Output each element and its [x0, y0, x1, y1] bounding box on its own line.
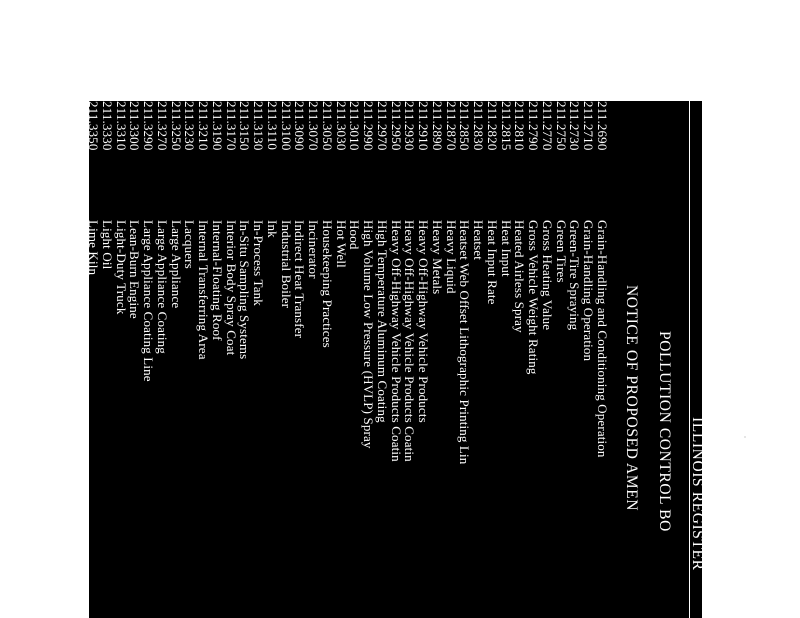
section-number: 211.3030	[333, 101, 349, 151]
definition-entry	[128, 101, 142, 618]
definition-entry	[444, 101, 458, 618]
definition-entry	[224, 101, 238, 618]
definition-entry	[183, 101, 197, 618]
section-number: 211.2930	[402, 101, 418, 151]
register-title: ILLINOIS REGISTER	[689, 417, 706, 571]
section-number: 211.3300	[127, 101, 143, 151]
defined-term: Lacquers	[182, 220, 198, 269]
defined-term: Green-Tire Spraying	[567, 220, 583, 331]
section-number: 211.3070	[306, 101, 322, 151]
definition-entry	[293, 101, 307, 618]
defined-term: High Temperature Aluminum Coating	[375, 220, 390, 423]
defined-term: Heavy Off-Highway Vehicle Products	[416, 220, 432, 423]
defined-term: Lime Kiln	[72, 220, 88, 276]
section-number: 211.2790	[526, 101, 542, 151]
defined-term: Housekeeping Practices	[320, 220, 335, 348]
section-number: 211.2710	[581, 101, 597, 151]
definition-entry	[210, 101, 224, 618]
section-number: 211.2890	[430, 101, 445, 151]
definition-entry	[59, 101, 73, 618]
definition-entry	[362, 101, 376, 618]
section-number: 211.3090	[292, 101, 308, 151]
section-number: 211.2810	[512, 101, 528, 151]
section-number: 211.2690	[595, 101, 610, 151]
defined-term: Heat Input Rate	[485, 220, 500, 305]
section-number: 211.2990	[361, 101, 377, 151]
defined-term: Grain-Handling Operation	[581, 220, 597, 362]
section-number: 211.2970	[375, 101, 390, 151]
section-number: 211.3010	[347, 101, 363, 151]
section-number: 211.3150	[237, 101, 253, 151]
definition-entry	[540, 101, 554, 618]
defined-term: Green Tires	[553, 220, 569, 283]
definition-entry	[307, 101, 321, 618]
definition-entry	[87, 101, 101, 618]
definition-entry	[485, 101, 499, 618]
defined-term: Gross Heating Value	[540, 220, 555, 331]
defined-term: Heated Airless Spray	[512, 220, 528, 333]
section-number: 211.2850	[457, 101, 473, 151]
definition-entry	[568, 101, 582, 618]
definition-entry	[595, 101, 609, 618]
definition-entry	[499, 101, 513, 618]
section-number: 211.3355	[72, 101, 88, 151]
section-number: 211.3330	[100, 101, 115, 151]
defined-term: Ink	[265, 220, 280, 238]
defined-term: Heatset	[471, 220, 487, 261]
section-number: 211.2730	[567, 101, 583, 151]
defined-term: Heavy Off-Highway Vehicle Products Coatin	[388, 220, 404, 462]
defined-term: High Volume Low Pressure (HVLP) Spray	[361, 220, 377, 449]
section-number: 211.2870	[443, 101, 459, 151]
section-number: 211.2770	[540, 101, 555, 151]
definition-entry	[265, 101, 279, 618]
defined-term: Light Oil	[100, 220, 115, 270]
section-number: 211.3190	[210, 101, 225, 151]
defined-term: Heatset Web Offset Lithographic Printing Lin	[457, 220, 473, 465]
definition-entry	[472, 101, 486, 618]
defined-term: Heavy Metals	[430, 220, 445, 295]
defined-term: Industrial Boiler	[278, 220, 294, 309]
definition-entry	[334, 101, 348, 618]
definitions-list	[58, 101, 610, 618]
defined-term: Indirect Heat Transfer	[292, 220, 308, 339]
section-number: 211.3110	[265, 101, 280, 150]
section-number: 211.3130	[251, 101, 267, 151]
definition-entry	[238, 101, 252, 618]
defined-term: Hot Well	[333, 220, 349, 268]
section-number: 211.3310	[113, 101, 129, 151]
definition-entry	[458, 101, 472, 618]
definition-entry	[348, 101, 362, 618]
defined-term: Interior Body Spray Coat	[223, 220, 239, 356]
section-number: 211.3100	[278, 101, 294, 151]
definition-entry	[142, 101, 156, 618]
defined-term: Large Appliance Coating Line	[141, 220, 157, 382]
definition-entry	[389, 101, 403, 618]
definition-entry	[73, 101, 87, 618]
section-number: 211.3350	[86, 101, 102, 151]
section-number: 211.2950	[388, 101, 404, 151]
defined-term: Liquid/Gas Method	[58, 220, 74, 325]
section-number: 211.3250	[168, 101, 184, 151]
definition-entry	[114, 101, 128, 618]
defined-term: Heavy Off-Highway Vehicle Products Coatin	[402, 220, 418, 462]
defined-term: Internal Transferring Area	[196, 220, 212, 360]
definition-entry	[403, 101, 417, 618]
definition-entry	[554, 101, 568, 618]
section-number: 211.3170	[223, 101, 239, 151]
section-number: 211.3270	[155, 101, 170, 151]
section-number: 211.2820	[485, 101, 500, 151]
defined-term: Large Appliance	[168, 220, 184, 309]
definition-entry	[169, 101, 183, 618]
defined-term: In-Process Tank	[251, 220, 267, 306]
definition-entry	[513, 101, 527, 618]
scan-speck	[744, 436, 746, 438]
definition-entry	[375, 101, 389, 618]
defined-term: Heat Input	[498, 220, 514, 277]
rotated-document	[58, 101, 706, 618]
definition-entry	[155, 101, 169, 618]
defined-term: Heavy Liquid	[443, 220, 459, 294]
section-number: 211.3230	[182, 101, 198, 151]
scanned-page	[58, 101, 706, 618]
defined-term: Lean-Burn Engine	[127, 220, 143, 319]
notice-title: NOTICE OF PROPOSED AMEN	[623, 285, 640, 512]
section-number: 211.2830	[471, 101, 487, 151]
section-number: 211.2750	[553, 101, 569, 151]
definition-entry	[279, 101, 293, 618]
defined-term: Incinerator	[306, 220, 322, 279]
definition-entry	[417, 101, 431, 618]
defined-term: Gross Vehicle Weight Rating	[526, 220, 542, 375]
defined-term: Hood	[347, 220, 363, 250]
section-number: 211.2910	[416, 101, 432, 151]
defined-term: Internal-Floating Roof	[210, 220, 225, 341]
definition-entry	[252, 101, 266, 618]
definition-entry	[197, 101, 211, 618]
definition-entry	[100, 101, 114, 618]
defined-term: Lime Kiln	[86, 220, 102, 276]
definition-entry	[430, 101, 444, 618]
definition-entry	[582, 101, 596, 618]
section-number: 211.2815	[498, 101, 514, 151]
defined-term: Light-Duty Truck	[113, 220, 129, 315]
definition-entry	[527, 101, 541, 618]
defined-term: Large Appliance Coating	[155, 220, 170, 354]
section-number: 211.3050	[320, 101, 335, 151]
section-number: 211.3210	[196, 101, 212, 151]
section-number: 211.3370	[58, 101, 74, 151]
defined-term: In-Situ Sampling Systems	[237, 220, 253, 360]
section-number: 211.3290	[141, 101, 157, 151]
board-title: POLLUTION CONTROL BO	[656, 331, 673, 532]
defined-term: Grain-Handling and Conditioning Operation	[595, 220, 610, 458]
definition-entry	[320, 101, 334, 618]
